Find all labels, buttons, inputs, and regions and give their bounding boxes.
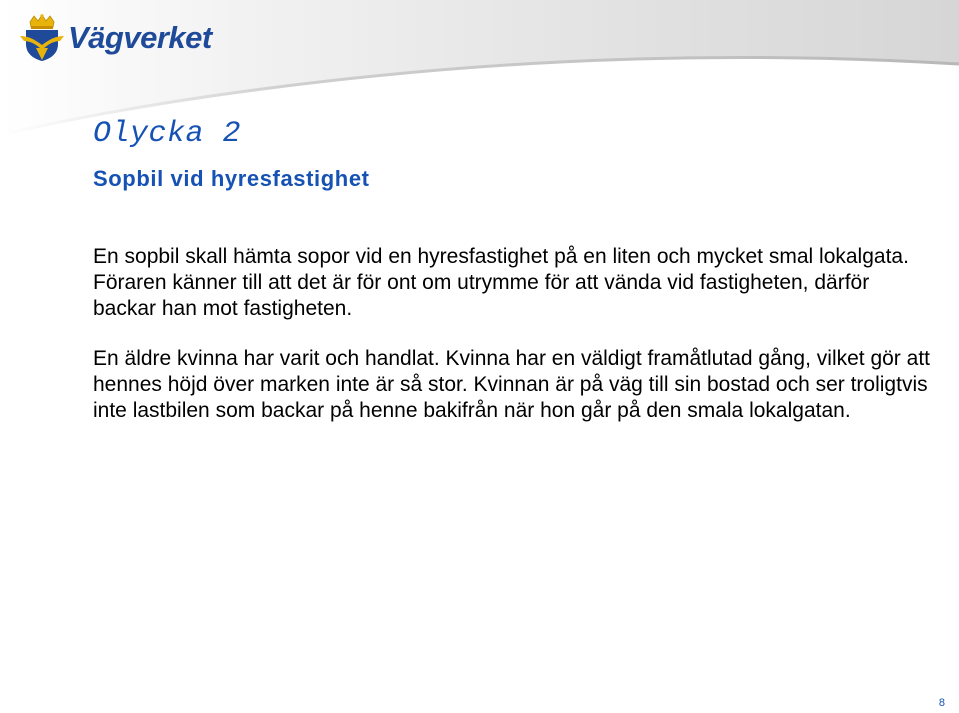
logo-wordmark: Vägverket — [68, 20, 212, 55]
body-paragraph-2: En äldre kvinna har varit och handlat. Kvinna har en väldigt framåtlutad gång, vilket gör att hennes höjd över marken inte är så stor. Kvinnan är på väg till sin bostad och ser troligtvis inte lastbilen som backar på henne bakifrån när hon går på den smala lokalgatan. — [93, 347, 930, 422]
slide-subtitle: Sopbil vid hyresfastighet — [93, 166, 370, 191]
body-paragraph-1: En sopbil skall hämta sopor vid en hyresfastighet på en liten och mycket smal lokalgata. Föraren känner till att det är för ont om utrymme för att vända vid fastigheten, därför backar han mot fastigheten. — [93, 245, 909, 320]
slide-title: Olycka 2 — [93, 117, 242, 151]
vagverket-logo — [20, 10, 212, 66]
crown-shield-icon — [20, 14, 64, 62]
page-number: 8 — [938, 697, 945, 709]
